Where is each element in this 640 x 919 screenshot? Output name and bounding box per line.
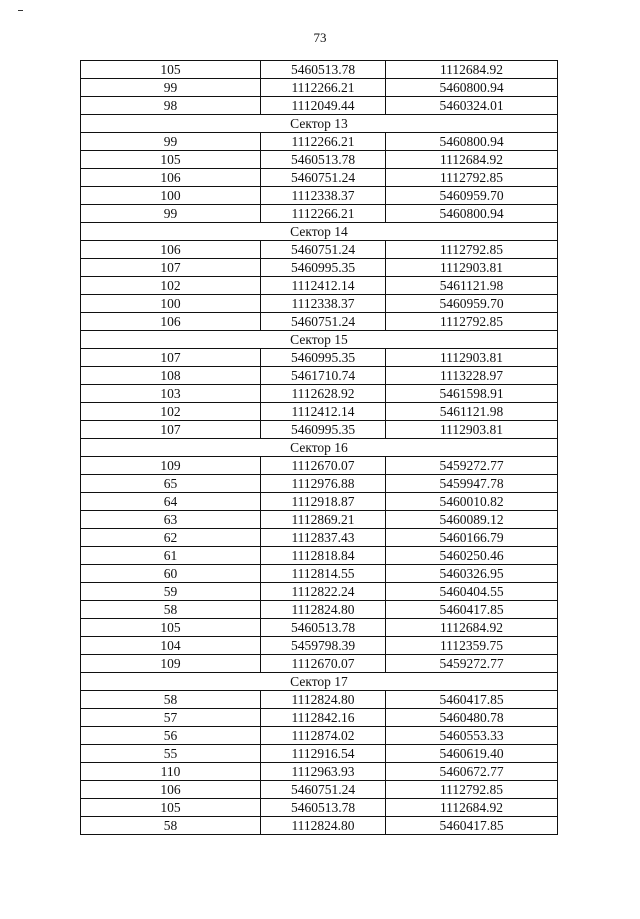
point-number-cell: 99 bbox=[81, 133, 261, 151]
table-row bbox=[81, 529, 558, 547]
coordinate-y-cell: 1112903.81 bbox=[386, 349, 558, 367]
table-row bbox=[81, 511, 558, 529]
coordinate-y-cell: 1112792.85 bbox=[386, 313, 558, 331]
coordinate-x-cell: 5460751.24 bbox=[261, 781, 386, 799]
point-number-cell: 107 bbox=[81, 349, 261, 367]
coordinate-x-cell: 1112412.14 bbox=[261, 277, 386, 295]
point-number-cell: 105 bbox=[81, 61, 261, 79]
coordinate-x-cell: 5460751.24 bbox=[261, 313, 386, 331]
coordinate-y-cell: 5460089.12 bbox=[386, 511, 558, 529]
coordinate-y-cell: 1112684.92 bbox=[386, 61, 558, 79]
point-number-cell: 106 bbox=[81, 781, 261, 799]
coordinate-y-cell: 5460010.82 bbox=[386, 493, 558, 511]
coordinate-x-cell: 1112338.37 bbox=[261, 187, 386, 205]
sector-header-row bbox=[81, 331, 558, 349]
point-number-cell: 98 bbox=[81, 97, 261, 115]
table-row bbox=[81, 475, 558, 493]
point-number-cell: 64 bbox=[81, 493, 261, 511]
coordinate-x-cell: 1112824.80 bbox=[261, 691, 386, 709]
coordinate-x-cell: 5460751.24 bbox=[261, 241, 386, 259]
table-row bbox=[81, 403, 558, 421]
table-row bbox=[81, 367, 558, 385]
coordinate-y-cell: 5459272.77 bbox=[386, 655, 558, 673]
point-number-cell: 59 bbox=[81, 583, 261, 601]
sector-header-row bbox=[81, 223, 558, 241]
table-row bbox=[81, 547, 558, 565]
coordinate-y-cell: 5460326.95 bbox=[386, 565, 558, 583]
table-row bbox=[81, 259, 558, 277]
sector-title: Сектор 15 bbox=[81, 331, 558, 349]
point-number-cell: 105 bbox=[81, 799, 261, 817]
coordinate-y-cell: 5461598.91 bbox=[386, 385, 558, 403]
coordinate-x-cell: 1112918.87 bbox=[261, 493, 386, 511]
table-row bbox=[81, 601, 558, 619]
coordinate-x-cell: 5460513.78 bbox=[261, 61, 386, 79]
point-number-cell: 105 bbox=[81, 151, 261, 169]
point-number-cell: 107 bbox=[81, 421, 261, 439]
point-number-cell: 109 bbox=[81, 457, 261, 475]
sector-header-row bbox=[81, 115, 558, 133]
coordinate-x-cell: 1112266.21 bbox=[261, 205, 386, 223]
page-number: 73 bbox=[313, 30, 327, 45]
table-row bbox=[81, 151, 558, 169]
table-row bbox=[81, 655, 558, 673]
table-row bbox=[81, 781, 558, 799]
coordinate-x-cell: 1112869.21 bbox=[261, 511, 386, 529]
point-number-cell: 62 bbox=[81, 529, 261, 547]
point-number-cell: 56 bbox=[81, 727, 261, 745]
point-number-cell: 106 bbox=[81, 169, 261, 187]
table-row bbox=[81, 79, 558, 97]
coordinate-x-cell: 5459798.39 bbox=[261, 637, 386, 655]
coordinate-y-cell: 5460959.70 bbox=[386, 187, 558, 205]
coordinate-x-cell: 1112814.55 bbox=[261, 565, 386, 583]
coordinate-y-cell: 5460417.85 bbox=[386, 601, 558, 619]
table-row bbox=[81, 61, 558, 79]
point-number-cell: 99 bbox=[81, 205, 261, 223]
table-row bbox=[81, 691, 558, 709]
point-number-cell: 103 bbox=[81, 385, 261, 403]
coordinate-x-cell: 5460995.35 bbox=[261, 259, 386, 277]
point-number-cell: 99 bbox=[81, 79, 261, 97]
sector-title: Сектор 17 bbox=[81, 673, 558, 691]
coordinate-x-cell: 5460995.35 bbox=[261, 421, 386, 439]
table-row bbox=[81, 385, 558, 403]
table-row bbox=[81, 565, 558, 583]
table-row bbox=[81, 709, 558, 727]
table-row bbox=[81, 187, 558, 205]
table-row bbox=[81, 421, 558, 439]
coordinate-y-cell: 5460959.70 bbox=[386, 295, 558, 313]
scan-mark bbox=[18, 10, 23, 11]
point-number-cell: 100 bbox=[81, 187, 261, 205]
point-number-cell: 63 bbox=[81, 511, 261, 529]
coordinate-x-cell: 1112412.14 bbox=[261, 403, 386, 421]
coordinate-y-cell: 5461121.98 bbox=[386, 403, 558, 421]
coordinate-x-cell: 5461710.74 bbox=[261, 367, 386, 385]
coordinate-x-cell: 1112670.07 bbox=[261, 457, 386, 475]
coordinate-x-cell: 5460513.78 bbox=[261, 619, 386, 637]
coordinate-x-cell: 5460751.24 bbox=[261, 169, 386, 187]
table-row bbox=[81, 799, 558, 817]
table-row bbox=[81, 241, 558, 259]
coordinate-x-cell: 1112916.54 bbox=[261, 745, 386, 763]
point-number-cell: 105 bbox=[81, 619, 261, 637]
coordinate-y-cell: 5460166.79 bbox=[386, 529, 558, 547]
sector-title: Сектор 14 bbox=[81, 223, 558, 241]
point-number-cell: 102 bbox=[81, 403, 261, 421]
coordinate-y-cell: 5460404.55 bbox=[386, 583, 558, 601]
coordinate-y-cell: 5460480.78 bbox=[386, 709, 558, 727]
coordinate-x-cell: 1112266.21 bbox=[261, 133, 386, 151]
point-number-cell: 104 bbox=[81, 637, 261, 655]
point-number-cell: 58 bbox=[81, 817, 261, 835]
coordinate-y-cell: 1112792.85 bbox=[386, 241, 558, 259]
table-row bbox=[81, 97, 558, 115]
coordinate-y-cell: 5460417.85 bbox=[386, 817, 558, 835]
table-row bbox=[81, 133, 558, 151]
sector-title: Сектор 16 bbox=[81, 439, 558, 457]
coordinate-y-cell: 5460553.33 bbox=[386, 727, 558, 745]
table-row bbox=[81, 763, 558, 781]
point-number-cell: 109 bbox=[81, 655, 261, 673]
coordinate-y-cell: 5460800.94 bbox=[386, 205, 558, 223]
coordinate-y-cell: 1112903.81 bbox=[386, 421, 558, 439]
point-number-cell: 106 bbox=[81, 241, 261, 259]
coordinate-y-cell: 5460800.94 bbox=[386, 133, 558, 151]
table-row bbox=[81, 637, 558, 655]
coordinate-x-cell: 1112824.80 bbox=[261, 817, 386, 835]
table-row bbox=[81, 619, 558, 637]
coordinates-table-body bbox=[81, 61, 558, 835]
coordinate-y-cell: 1112792.85 bbox=[386, 781, 558, 799]
table-row bbox=[81, 457, 558, 475]
table-row bbox=[81, 745, 558, 763]
coordinate-y-cell: 5460800.94 bbox=[386, 79, 558, 97]
coordinate-y-cell: 1113228.97 bbox=[386, 367, 558, 385]
coordinate-y-cell: 5459947.78 bbox=[386, 475, 558, 493]
coordinate-y-cell: 1112684.92 bbox=[386, 619, 558, 637]
point-number-cell: 60 bbox=[81, 565, 261, 583]
point-number-cell: 107 bbox=[81, 259, 261, 277]
table-row bbox=[81, 313, 558, 331]
coordinate-y-cell: 1112792.85 bbox=[386, 169, 558, 187]
table-row bbox=[81, 583, 558, 601]
table-row bbox=[81, 295, 558, 313]
point-number-cell: 108 bbox=[81, 367, 261, 385]
sector-header-row bbox=[81, 439, 558, 457]
table-row bbox=[81, 169, 558, 187]
coordinate-x-cell: 1112628.92 bbox=[261, 385, 386, 403]
point-number-cell: 58 bbox=[81, 601, 261, 619]
coordinate-y-cell: 5461121.98 bbox=[386, 277, 558, 295]
coordinate-x-cell: 1112266.21 bbox=[261, 79, 386, 97]
coordinate-y-cell: 5460417.85 bbox=[386, 691, 558, 709]
coordinate-x-cell: 1112822.24 bbox=[261, 583, 386, 601]
coordinate-y-cell: 5460324.01 bbox=[386, 97, 558, 115]
point-number-cell: 55 bbox=[81, 745, 261, 763]
coordinate-x-cell: 1112976.88 bbox=[261, 475, 386, 493]
coordinate-y-cell: 1112903.81 bbox=[386, 259, 558, 277]
coordinate-x-cell: 5460995.35 bbox=[261, 349, 386, 367]
point-number-cell: 102 bbox=[81, 277, 261, 295]
coordinate-y-cell: 5460619.40 bbox=[386, 745, 558, 763]
point-number-cell: 100 bbox=[81, 295, 261, 313]
coordinate-x-cell: 1112338.37 bbox=[261, 295, 386, 313]
point-number-cell: 61 bbox=[81, 547, 261, 565]
coordinate-x-cell: 1112837.43 bbox=[261, 529, 386, 547]
coordinate-x-cell: 1112842.16 bbox=[261, 709, 386, 727]
sector-header-row bbox=[81, 673, 558, 691]
table-row bbox=[81, 727, 558, 745]
point-number-cell: 110 bbox=[81, 763, 261, 781]
coordinate-x-cell: 5460513.78 bbox=[261, 151, 386, 169]
coordinate-x-cell: 1112049.44 bbox=[261, 97, 386, 115]
coordinate-y-cell: 5460250.46 bbox=[386, 547, 558, 565]
point-number-cell: 65 bbox=[81, 475, 261, 493]
coordinate-x-cell: 1112670.07 bbox=[261, 655, 386, 673]
table-row bbox=[81, 817, 558, 835]
coordinate-y-cell: 5459272.77 bbox=[386, 457, 558, 475]
coordinate-y-cell: 1112359.75 bbox=[386, 637, 558, 655]
coordinate-x-cell: 1112963.93 bbox=[261, 763, 386, 781]
table-row bbox=[81, 349, 558, 367]
coordinate-x-cell: 5460513.78 bbox=[261, 799, 386, 817]
coordinate-x-cell: 1112818.84 bbox=[261, 547, 386, 565]
table-row bbox=[81, 205, 558, 223]
point-number-cell: 57 bbox=[81, 709, 261, 727]
coordinate-y-cell: 1112684.92 bbox=[386, 799, 558, 817]
sector-title: Сектор 13 bbox=[81, 115, 558, 133]
coordinates-table bbox=[80, 60, 558, 835]
point-number-cell: 106 bbox=[81, 313, 261, 331]
coordinate-y-cell: 1112684.92 bbox=[386, 151, 558, 169]
table-row bbox=[81, 277, 558, 295]
coordinate-y-cell: 5460672.77 bbox=[386, 763, 558, 781]
coordinate-x-cell: 1112824.80 bbox=[261, 601, 386, 619]
table-row bbox=[81, 493, 558, 511]
point-number-cell: 58 bbox=[81, 691, 261, 709]
coordinate-x-cell: 1112874.02 bbox=[261, 727, 386, 745]
